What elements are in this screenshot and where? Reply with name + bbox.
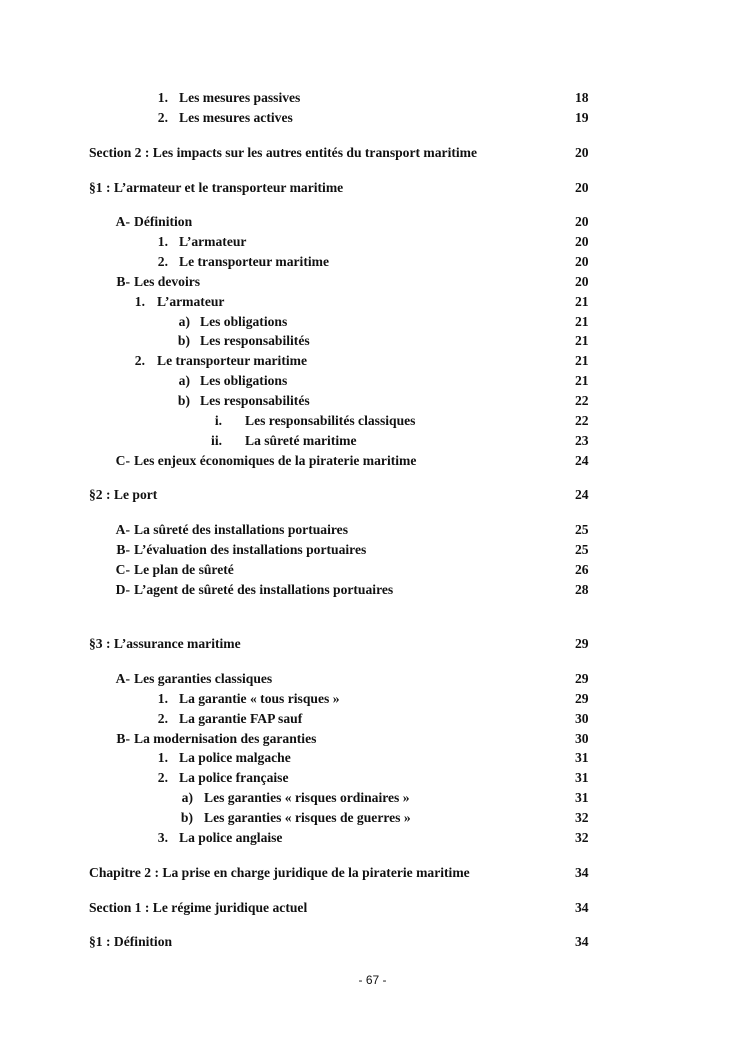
toc-entry-title: La sûreté des installations portuaires	[134, 522, 348, 537]
toc-entry-title: La police malgache	[179, 750, 291, 765]
toc-entry-marker: C-	[115, 453, 130, 468]
toc-entry-page: 20	[575, 180, 589, 195]
toc-entry-title: La garantie « tous risques »	[179, 691, 340, 706]
toc-entry	[0, 749, 745, 767]
toc-entry-marker: 2.	[157, 711, 168, 726]
toc-entry-marker: b)	[180, 810, 193, 825]
toc-entry-marker: A-	[115, 522, 130, 537]
toc-entry	[0, 561, 745, 579]
toc-entry-marker: A-	[115, 671, 130, 686]
toc-entry	[0, 899, 745, 917]
toc-entry-title: Les responsabilités	[200, 393, 310, 408]
toc-entry-marker: 3.	[157, 830, 168, 845]
toc-entry-marker: B-	[116, 731, 130, 746]
toc-entry-page: 22	[575, 413, 589, 428]
toc-entry-page: 20	[575, 214, 589, 229]
toc-entry-page: 20	[575, 234, 589, 249]
toc-entry-page: 25	[575, 542, 589, 557]
toc-entry	[0, 769, 745, 787]
toc-entry-title: Les enjeux économiques de la piraterie maritime	[134, 453, 417, 468]
toc-entry	[0, 233, 745, 251]
toc-entry-page: 21	[575, 294, 589, 309]
toc-entry-marker: B-	[116, 274, 130, 289]
toc-entry	[0, 789, 745, 807]
toc-entry-marker: 1.	[157, 691, 168, 706]
toc-entry-page: 20	[575, 145, 589, 160]
toc-entry-marker: ii.	[211, 433, 222, 448]
toc-entry-title: La police anglaise	[179, 830, 283, 845]
toc-entry-marker: 2.	[134, 353, 145, 368]
toc-entry-title: Le plan de sûreté	[134, 562, 234, 577]
toc-entry-page: 34	[575, 865, 589, 880]
toc-entry-marker: 1.	[157, 750, 168, 765]
toc-entry-title: L’armateur	[179, 234, 247, 249]
toc-entry-page: 34	[575, 934, 589, 949]
toc-entry	[0, 864, 745, 882]
toc-entry-title: Les responsabilités classiques	[245, 413, 416, 428]
toc-entry	[0, 332, 745, 350]
toc-entry-title: La modernisation des garanties	[134, 731, 317, 746]
toc-entry-page: 23	[575, 433, 589, 448]
toc-entry	[0, 144, 745, 162]
toc-entry-marker: B-	[116, 542, 130, 557]
toc-entry-title: Les obligations	[200, 373, 288, 388]
toc-entry-marker: a)	[178, 373, 190, 388]
toc-entry-marker: 2.	[157, 770, 168, 785]
toc-entry-title: Le transporteur maritime	[179, 254, 329, 269]
toc-entry-title: L’évaluation des installations portuaires	[134, 542, 367, 557]
toc-entry-title: L’agent de sûreté des installations portuaires	[134, 582, 394, 597]
toc-entry-title: §1 : Définition	[89, 934, 173, 949]
toc-entry	[0, 521, 745, 539]
toc-entry-marker: 1.	[157, 234, 168, 249]
toc-entry-marker: 2.	[157, 254, 168, 269]
toc-entry	[0, 412, 745, 430]
toc-entry	[0, 89, 745, 107]
toc-entry	[0, 635, 745, 653]
toc-entry-title: La garantie FAP sauf	[179, 711, 303, 726]
toc-entry-title: L’armateur	[157, 294, 225, 309]
toc-entry-page: 21	[575, 333, 589, 348]
toc-entry	[0, 352, 745, 370]
toc-entry	[0, 273, 745, 291]
toc-entry-page: 26	[575, 562, 589, 577]
toc-entry-marker: i.	[214, 413, 222, 428]
page-number-footer: - 67 -	[358, 973, 387, 987]
toc-entry-page: 20	[575, 274, 589, 289]
toc-entry-page: 24	[575, 487, 589, 502]
toc-entry-title: Chapitre 2 : La prise en charge juridique de la piraterie maritime	[89, 865, 470, 880]
toc-entry-title: Les garanties « risques de guerres »	[204, 810, 411, 825]
toc-entry-page: 28	[575, 582, 589, 597]
toc-entry-page: 21	[575, 353, 589, 368]
toc-entry	[0, 710, 745, 728]
toc-entry	[0, 213, 745, 231]
toc-entry-page: 19	[575, 110, 589, 125]
toc-entry	[0, 829, 745, 847]
toc-entry-page: 29	[575, 691, 589, 706]
toc-entry-page: 25	[575, 522, 589, 537]
toc-entry	[0, 670, 745, 688]
toc-entry-page: 22	[575, 393, 589, 408]
toc-entry-page: 31	[575, 750, 589, 765]
toc-entry-marker: C-	[115, 562, 130, 577]
toc-entry-title: Section 2 : Les impacts sur les autres entités du transport maritime	[89, 145, 478, 160]
toc-entry-page: 34	[575, 900, 589, 915]
toc-entry	[0, 933, 745, 951]
toc-entry-marker: b)	[177, 393, 190, 408]
toc-entry-title: Section 1 : Le régime juridique actuel	[89, 900, 308, 915]
toc-entry-title: La sûreté maritime	[245, 433, 357, 448]
toc-entry-page: 31	[575, 790, 589, 805]
toc-entry-marker: b)	[177, 333, 190, 348]
toc-entry-page: 29	[575, 636, 589, 651]
toc-entry-page: 21	[575, 314, 589, 329]
toc-entry-title: Les responsabilités	[200, 333, 310, 348]
toc-entry-title: La police française	[179, 770, 289, 785]
toc-entry-marker: a)	[178, 314, 190, 329]
toc-entry-marker: 1.	[134, 294, 145, 309]
toc-entry	[0, 452, 745, 470]
toc-entry-page: 29	[575, 671, 589, 686]
toc-entry	[0, 392, 745, 410]
toc-entry-title: Les garanties classiques	[134, 671, 273, 686]
toc-entry-page: 31	[575, 770, 589, 785]
toc-entry-marker: a)	[181, 790, 193, 805]
toc-entry-marker: D-	[115, 582, 130, 597]
toc-entry	[0, 432, 745, 450]
toc-entry-page: 32	[575, 810, 589, 825]
toc-entry-title: §1 : L’armateur et le transporteur maritime	[89, 180, 344, 195]
toc-entry-title: Les obligations	[200, 314, 288, 329]
toc-entry-marker: 1.	[157, 90, 168, 105]
toc-entry	[0, 372, 745, 390]
toc-entry-title: Les devoirs	[134, 274, 201, 289]
toc-entry	[0, 253, 745, 271]
toc-entry	[0, 541, 745, 559]
toc-entry-title: Les garanties « risques ordinaires »	[204, 790, 410, 805]
toc-entry-page: 21	[575, 373, 589, 388]
toc-entry	[0, 313, 745, 331]
toc-entry-title: Les mesures actives	[179, 110, 293, 125]
toc-entry-page: 18	[575, 90, 589, 105]
toc-entry-marker: 2.	[157, 110, 168, 125]
toc-entry-page: 30	[575, 711, 589, 726]
toc-entry	[0, 486, 745, 504]
toc-entry-title: §3 : L’assurance maritime	[89, 636, 241, 651]
toc-entry-title: Définition	[134, 214, 193, 229]
toc-entry	[0, 109, 745, 127]
toc-entry-page: 24	[575, 453, 589, 468]
toc-entry	[0, 730, 745, 748]
toc-entry-page: 20	[575, 254, 589, 269]
toc-entry	[0, 809, 745, 827]
toc-entry-title: Le transporteur maritime	[157, 353, 307, 368]
toc-entry	[0, 690, 745, 708]
toc-entry	[0, 293, 745, 311]
toc-entry-marker: A-	[115, 214, 130, 229]
toc-entry-title: §2 : Le port	[89, 487, 158, 502]
toc-entry-page: 32	[575, 830, 589, 845]
toc-entry-title: Les mesures passives	[179, 90, 301, 105]
toc-entry-page: 30	[575, 731, 589, 746]
toc-entry	[0, 581, 745, 599]
toc-entry	[0, 179, 745, 197]
